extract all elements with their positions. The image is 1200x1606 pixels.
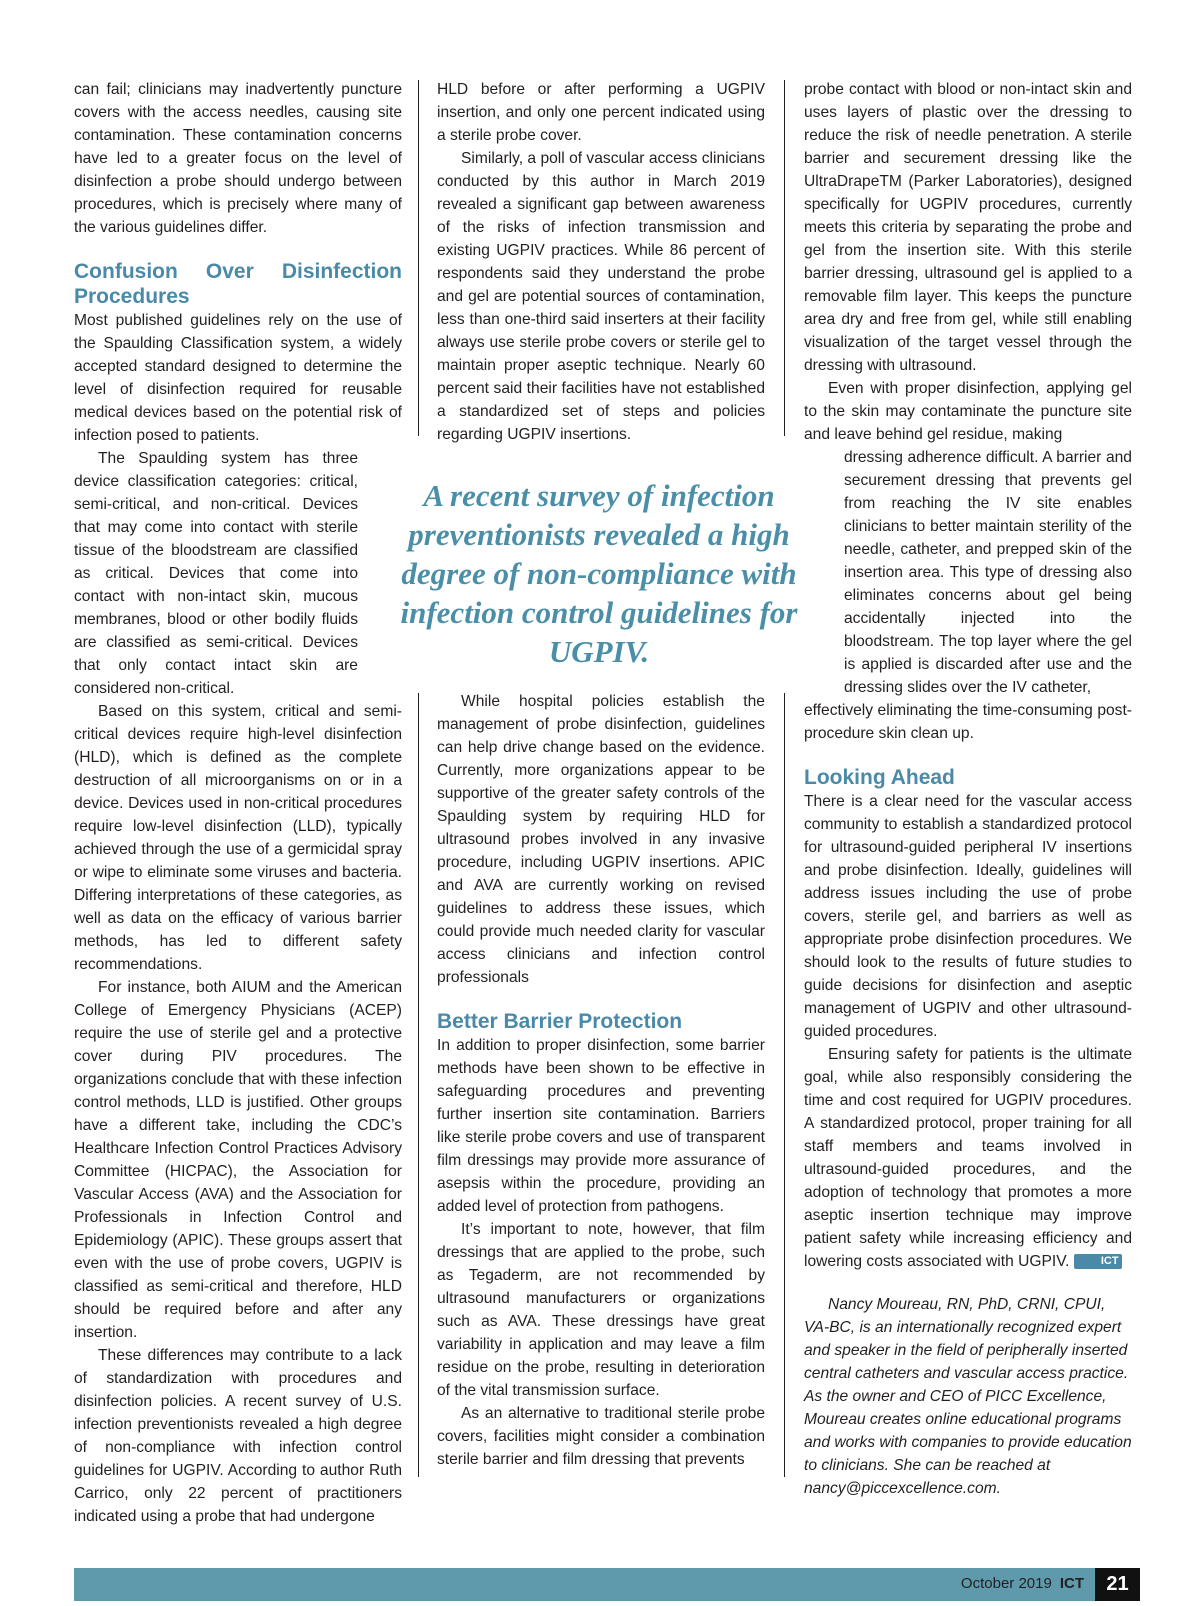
heading-looking-ahead: Looking Ahead	[804, 766, 955, 789]
col3-paragraph-2a: Even with proper disinfection, applying gel to the skin may contaminate the puncture site and leave behind gel residue, making	[804, 380, 1132, 443]
footer-text	[961, 1575, 1084, 1592]
col1-paragraph-3: The Spaulding system has three device classification categories: critical, semi-critical, and non-critical. Devices that may come into contact with sterile tissue of the bloodstream are classified as critical. Devices that come into contact with non-intact skin, mucous membranes, blood or other bodily fluids are classified as semi-critical. Devices that only contact intact skin are considered non-critical.	[74, 450, 358, 697]
col3-paragraph-1: probe contact with blood or non-intact skin and uses layers of plastic over the dressing to reduce the risk of needle penetration. A sterile barrier and securement dressing like the UltraDrapeTM (Parker Laboratories), designed specifically for UGPIV procedures, currently meets this criteria by separating the probe and gel from the insertion site. With this sterile barrier dressing, ultrasound gel is applied to a removable film layer. This keeps the puncture area dry and free from gel, while still enabling visualization of the target vessel through the dressing with ultrasound.	[804, 81, 1132, 374]
author-bio	[804, 1293, 1132, 1500]
page-footer	[74, 1568, 1140, 1601]
col1-paragraph-6: These differences may contribute to a lack of standardization with procedures and disinfection policies. A recent survey of U.S. infection preventionists revealed a high degree of non-compliance with infection control guidelines for UGPIV. According to author Ruth Carrico, only 22 percent of practitioners indicated using a probe that had undergone	[74, 1347, 402, 1525]
column-rule-1-top	[418, 80, 419, 436]
col3-paragraph-4-text: Ensuring safety for patients is the ultimate goal, while also responsibly considering the time and cost required for UGPIV procedures. A standardized protocol, proper training for all staff members and teams involved in ultrasound-guided procedures, and the adoption of technology that promotes a more aseptic insertion technique may improve patient safety while increasing efficiency and lowering costs associated with UGPIV.	[804, 1046, 1132, 1270]
col2-paragraph-5: It’s important to note, however, that film dressings that are applied to the probe, such as Tegaderm, are not recommended by ultrasound manufacturers or organizations such as AVA. These dressings have great variability in application and may leave a film residue on the probe, resulting in deterioration of the vital transmission surface.	[437, 1221, 765, 1399]
col1-paragraph-5: For instance, both AIUM and the American College of Emergency Physicians (ACEP) require the use of sterile gel and a protective cover during PIV procedures. The organizations conclude that with these infection control methods, LLD is justified. Other groups have a different take, including the CDC’s Healthcare Infection Control Practices Advisory Committee (HICPAC), the Association for Vascular Access (AVA) and the Association for Professionals in Infection Control and Epidemiology (APIC). These groups assert that even with the use of probe covers, UGPIV is classified as semi-critical and therefore, HLD should be required before and after any insertion.	[74, 979, 402, 1341]
col3-paragraph-4	[804, 1043, 1132, 1273]
col3-paragraph-3: There is a clear need for the vascular access community to establish a standardized protocol for ultrasound-guided peripheral IV insertions and probe disinfection. Ideally, guidelines will address issues including the use of probe covers, sterile gel, and barriers as well as appropriate probe disinfection procedures. We should look to the results of future studies to guide decisions for disinfection and aseptic management of UGPIV and other ultrasound-guided procedures.	[804, 793, 1132, 1040]
col2-paragraph-1: HLD before or after performing a UGPIV insertion, and only one percent indicated using a sterile probe cover.	[437, 81, 765, 144]
column-rule-2-top	[784, 80, 785, 436]
col3-indented-block	[804, 446, 1132, 699]
footer-date: October 2019	[960, 1575, 1052, 1592]
col1-paragraph-2: Most published guidelines rely on the use of the Spaulding Classification system, a widely accepted standard designed to determine the level of disinfection required for reusable medical devices based on the potential risk of infection posed to patients.	[74, 312, 402, 444]
col2-paragraph-4: In addition to proper disinfection, some barrier methods have been shown to be effective in safeguarding procedures and preventing further insertion site contamination. Barriers like sterile probe covers and use of transparent film dressings may provide more assurance of asepsis within the procedure, providing an added level of protection from pathogens.	[437, 1037, 765, 1215]
ict-end-mark-icon: ICT	[1074, 1254, 1122, 1269]
pull-quote: A recent survey of infection preventionists revealed a high degree of non-compliance with infection control guidelines for UGPIV.	[400, 478, 798, 669]
col3-paragraph-2c: effectively eliminating the time-consuming post-procedure skin clean up.	[804, 702, 1132, 742]
column-2-top	[437, 78, 765, 446]
column-2-bottom	[437, 690, 765, 1471]
heading-better-barrier-protection: Better Barrier Protection	[437, 1010, 683, 1033]
column-rule-1-bottom	[418, 693, 419, 1477]
footer-magazine: ICT	[1059, 1575, 1084, 1592]
col2-paragraph-2: Similarly, a poll of vascular access clinicians conducted by this author in March 2019 revealed a significant gap between awareness of the risks of infection transmission and existing UGPIV practices. While 86 percent of respondents said they understand the probe and gel are potential sources of contamination, less than one-third said inserters at their facility always use sterile probe covers or sterile gel to maintain proper aseptic technique. Nearly 60 percent said their facilities have not established a standardized set of steps and policies regarding UGPIV insertions.	[437, 150, 765, 443]
col2-paragraph-6: As an alternative to traditional sterile probe covers, facilities might consider a combination sterile barrier and film dressing that prevents	[437, 1405, 765, 1468]
col1-paragraph-1: can fail; clinicians may inadvertently puncture covers with the access needles, causing site contamination. These contamination concerns have led to a greater focus on the level of disinfection a probe should undergo between procedures, which is precisely where many of the various guidelines differ.	[74, 81, 402, 236]
col2-paragraph-3: While hospital policies establish the management of probe disinfection, guidelines can help drive change based on the evidence. Currently, more organizations appear to be supportive of the greater safety controls of the Spaulding system by requiring HLD for ultrasound probes involved in any invasive procedure, including UGPIV insertions. APIC and AVA are currently working on revised guidelines to address these issues, which could provide much needed clarity for vascular access clinicians and infection control professionals	[437, 693, 765, 986]
page-number: 21	[1095, 1568, 1140, 1601]
column-3	[804, 78, 1132, 1500]
heading-confusion-over-disinfection: Confusion Over Disinfection Procedures	[74, 260, 402, 308]
author-bio-text: Nancy Moureau, RN, PhD, CRNI, CPUI, VA-BC, is an internationally recognized expert and speaker in the field of peripherally inserted central catheters and vascular access practice. As the owner and CEO of PICC Excellence, Moureau creates online educational programs and works with companies to provide education to clinicians. She can be reached at nancy@piccexcellence.com.	[804, 1296, 1132, 1497]
col1-paragraph-4: Based on this system, critical and semi-critical devices require high-level disinfection (HLD), which is defined as the complete destruction of all microorganisms on or in a device. Devices used in non-critical procedures require low-level disinfection (LLD), typically achieved through the use of a germicidal spray or wipe to eliminate some viruses and bacteria. Differing interpretations of these categories, as well as data on the efficacy of various barrier methods, has led to different safety recommendations.	[74, 703, 402, 973]
col3-paragraph-2b: dressing adherence difficult. A barrier and securement dressing that prevents gel from reaching the IV site enables clinicians to better maintain sterility of the needle, catheter, and prepped skin of the insertion area. This type of dressing also eliminates concerns about gel being accidentally injected into the bloodstream. The top layer where the gel is applied is discarded after use and the dressing slides over the IV catheter,	[844, 449, 1132, 696]
column-rule-2-bottom	[784, 693, 785, 1477]
column-1	[74, 78, 402, 1528]
